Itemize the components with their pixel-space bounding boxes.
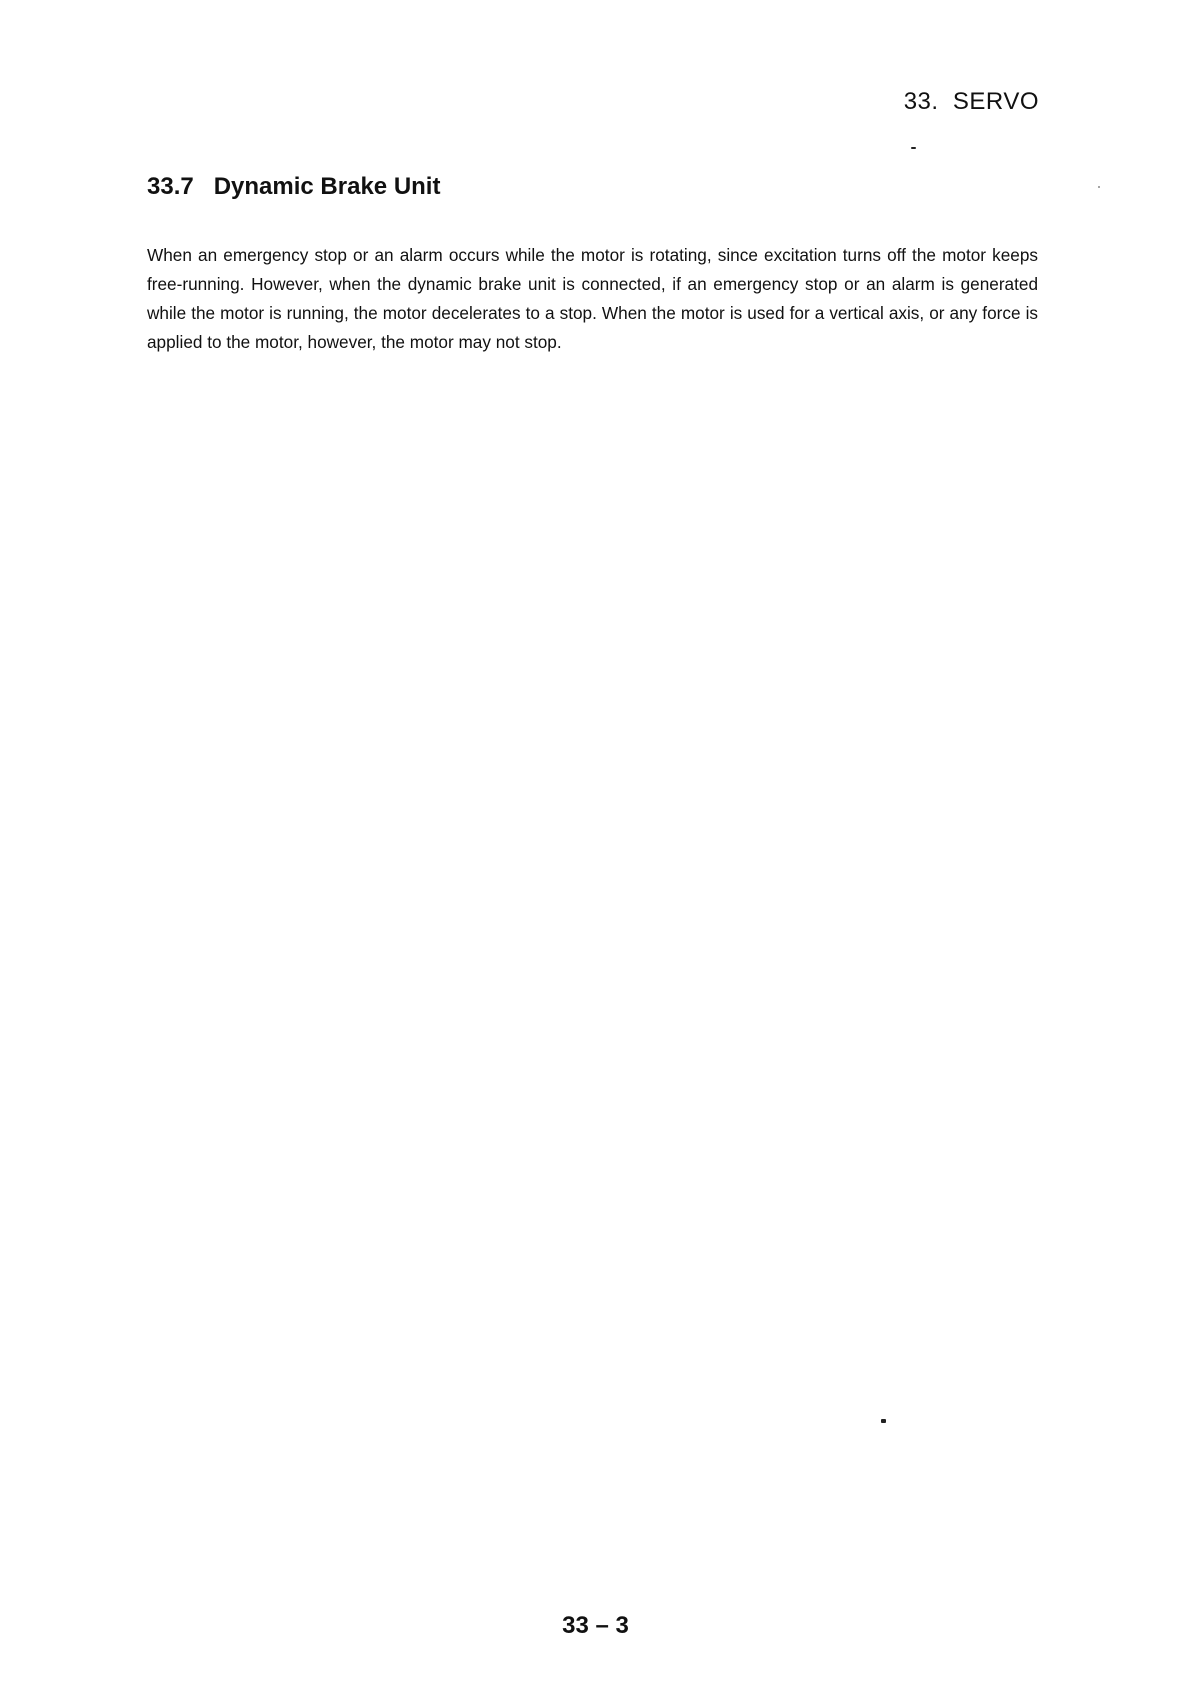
scan-speck [1098,186,1100,188]
body-paragraph: When an emergency stop or an alarm occurs while the motor is rotating, since excitation turns off the motor keeps free-running. However, when the dynamic brake unit is connected, if an emergency stop or an alarm is generated while the motor is running, the motor decelerates to a stop. When the motor is used for a vertical axis, or any force is applied to the motor, however, the motor may not stop. [147,245,1038,352]
page-number: 33 – 3 [562,1612,629,1639]
chapter-header: 33. SERVO [903,88,1039,115]
scan-speck [911,147,916,149]
scan-speck [881,1419,886,1423]
section-title: Dynamic Brake Unit [213,173,441,200]
section-number: 33.7 [147,173,194,200]
section-heading [147,173,440,201]
